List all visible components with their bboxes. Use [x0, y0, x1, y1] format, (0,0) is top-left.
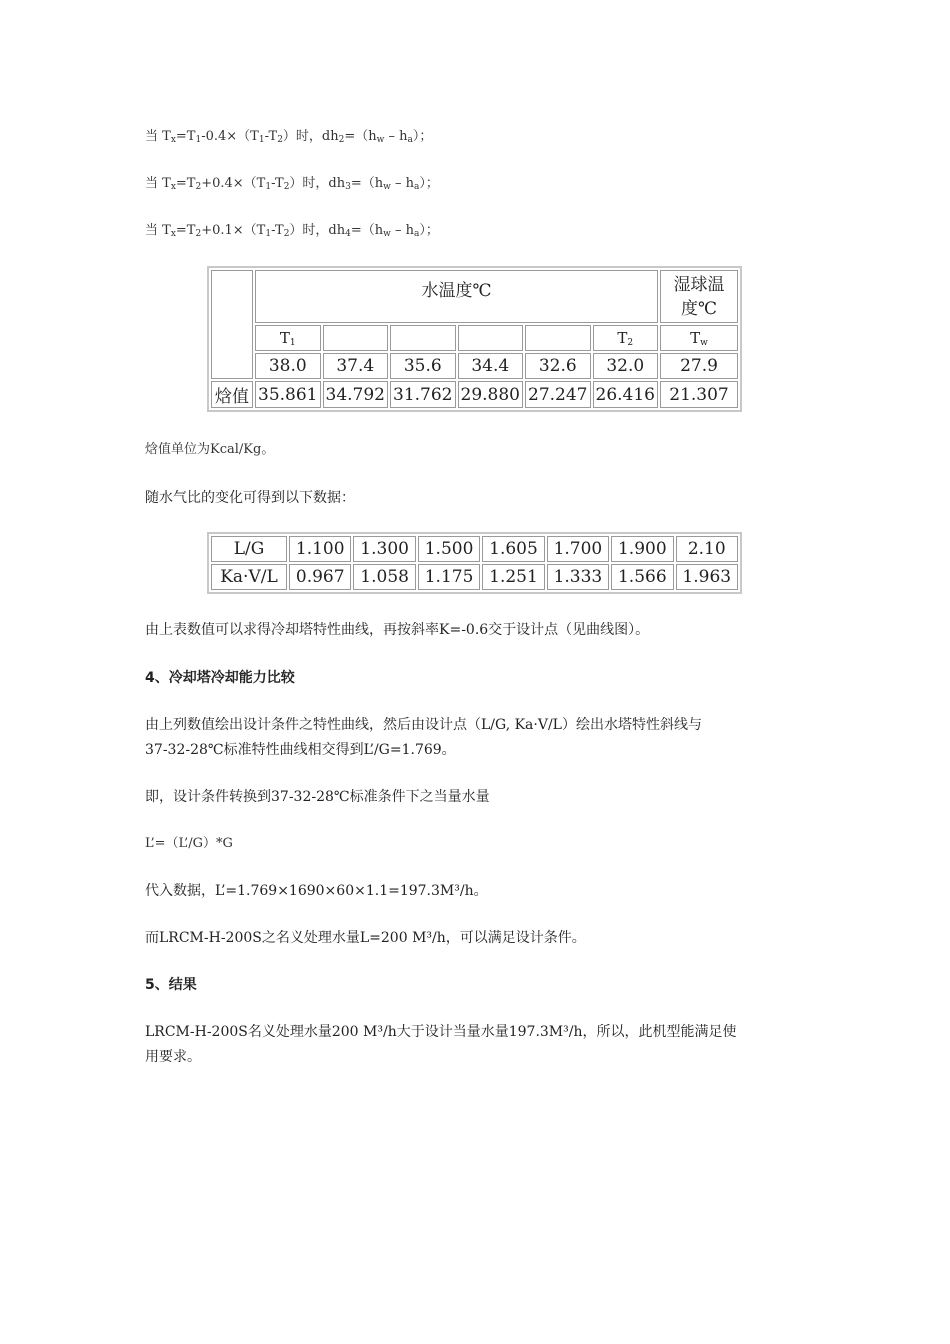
- enthalpy-unit-note: 焓值单位为Kcal/Kg。: [145, 442, 275, 457]
- t2-header: $T_2$: [593, 325, 659, 351]
- kavl-cell: 1.251: [482, 564, 544, 590]
- temp-header-empty: [458, 325, 524, 351]
- temp-header-empty: [390, 325, 456, 351]
- enthalpy-cell: 27.247: [525, 381, 591, 408]
- para4-line2: 37-32-28℃标准特性曲线相交得到L’/G=1.769。: [145, 742, 456, 758]
- lg-cell: 1.300: [353, 536, 415, 562]
- t1-header: $T_1$: [255, 325, 321, 351]
- result-line1: LRCM-H-200S名义处理水量200 M³/h大于设计当量水量197.3M³/h，所以，此机型能满足使: [145, 1024, 737, 1040]
- lg-row-label: L/G: [211, 536, 287, 562]
- enthalpy-cell: 29.880: [458, 381, 524, 408]
- kavl-cell: 1.333: [547, 564, 609, 590]
- temp-cell: 27.9: [660, 353, 738, 379]
- temp-cell: 35.6: [390, 353, 456, 379]
- heading-4: 4、冷却塔冷却能力比较: [145, 670, 295, 686]
- substitute-line: 代入数据，L’=1.769×1690×60×1.1=197.3M³/h。: [145, 883, 488, 899]
- formula-line-2: 当 $T_x=T_2+0.4\times(T_1-T_2)$时，$dh_3=(h_w - h_a)$；: [145, 176, 439, 192]
- enthalpy-cell: 21.307: [660, 381, 738, 408]
- para-convert: 即，设计条件转换到37-32-28℃标准条件下之当量水量: [145, 789, 490, 805]
- kavl-row-label: Ka·V/L: [211, 564, 287, 590]
- temp-cell: 38.0: [255, 353, 321, 379]
- enthalpy-cell: 26.416: [593, 381, 659, 408]
- temp-header-empty: [323, 325, 389, 351]
- lg-cell: 1.605: [482, 536, 544, 562]
- lg-cell: 1.900: [611, 536, 673, 562]
- temp-cell: 37.4: [323, 353, 389, 379]
- kavl-cell: 1.566: [611, 564, 673, 590]
- lg-cell: 2.10: [676, 536, 738, 562]
- intro-table2: 随水气比的变化可得到以下数据：: [145, 490, 355, 506]
- para4-line1: 由上列数值绘出设计条件之特性曲线，然后由设计点（L/G, Ka·V/L）绘出水塔特性斜线与: [145, 717, 702, 733]
- enthalpy-cell: 34.792: [323, 381, 389, 408]
- enthalpy-cell: 31.762: [390, 381, 456, 408]
- formula-line-1: 当 $T_x=T_1-0.4\times(T_1-T_2)$时，$dh_2=(h_w - h_a)$；: [145, 129, 433, 145]
- enthalpy-table: [207, 266, 742, 412]
- table-corner-cell: [211, 270, 253, 379]
- temp-cell: 32.6: [525, 353, 591, 379]
- tw-header: $T_w$: [660, 325, 738, 351]
- nominal-line: 而LRCM-H-200S之名义处理水量L=200 M³/h，可以满足设计条件。: [145, 930, 586, 946]
- result-line2: 用要求。: [145, 1049, 201, 1065]
- lg-cell: 1.100: [289, 536, 351, 562]
- kavl-cell: 1.175: [418, 564, 480, 590]
- wet-bulb-header: 湿球温度℃: [660, 270, 738, 323]
- lg-kavl-table: [207, 532, 742, 594]
- enthalpy-row-label: 焓值: [211, 381, 253, 408]
- kavl-cell: 0.967: [289, 564, 351, 590]
- formula-line-3: 当 $T_x=T_2+0.1\times(T_1-T_2)$时，$dh_4=(h_w - h_a)$；: [145, 223, 439, 239]
- para-curve: 由上表数值可以求得冷却塔特性曲线，再按斜率K=-0.6交于设计点（见曲线图）。: [145, 622, 650, 638]
- enthalpy-cell: 35.861: [255, 381, 321, 408]
- temp-cell: 34.4: [458, 353, 524, 379]
- lg-cell: 1.700: [547, 536, 609, 562]
- temp-header-empty: [525, 325, 591, 351]
- temp-cell: 32.0: [593, 353, 659, 379]
- kavl-cell: 1.058: [353, 564, 415, 590]
- lg-cell: 1.500: [418, 536, 480, 562]
- water-temp-header: 水温度℃: [255, 270, 658, 323]
- kavl-cell: 1.963: [676, 564, 738, 590]
- formula-L: L’=（L’/G）*G: [145, 836, 233, 851]
- heading-5: 5、结果: [145, 977, 197, 993]
